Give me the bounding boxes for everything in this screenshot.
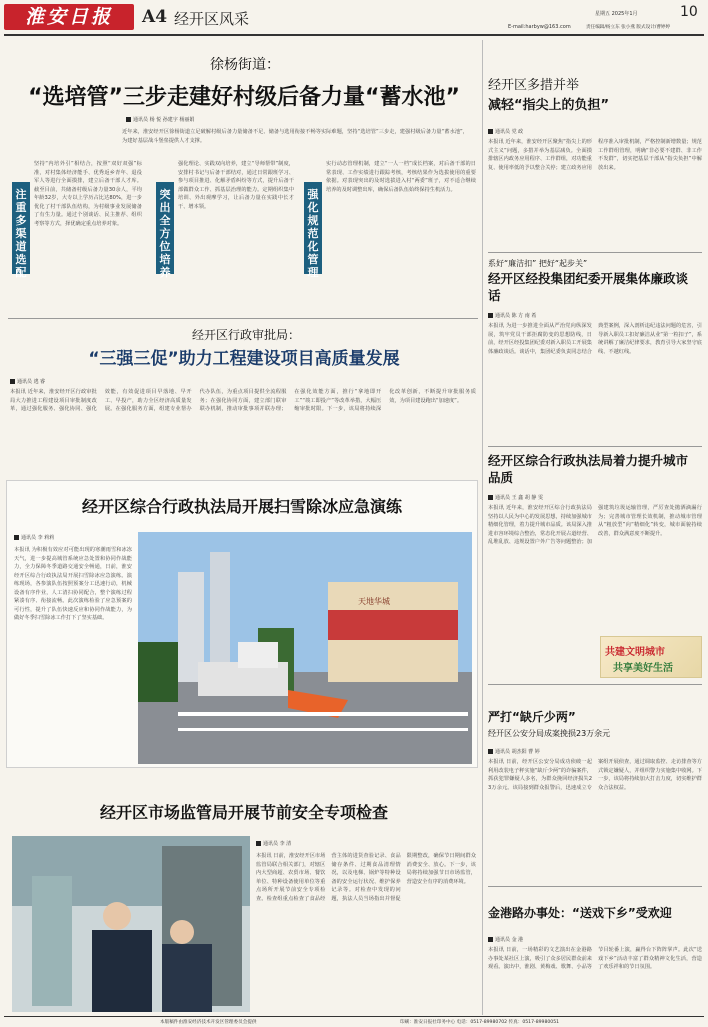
page-number: 10	[680, 4, 698, 20]
right3-body: 本报讯 近年来，淮安经开区综合行政执法局坚持以人民为中心的发展思想，持续加强城市精细化管理，着力提升城市品质。该局深入推进市容环境综合整治，常态化开展占道经营、乱堆乱放、违规设置户外广告等问题整治；加强建筑垃圾运输管理，严厉查处抛洒滴漏行为；完善城市管理长效机制，推动城市管理从“粗放型”向“精细化”转变，城市面貌持续改善，群众满意度不断提升。	[488, 505, 702, 545]
right1-body: 本报讯 近年来，淮安经开区聚焦“指尖上的形式主义”问题，多措并举为基层减负。全面摸排辖区内政务应用程序、工作群组，对功能重复、使用率低的予以整合关停；建立政务应用程序准入审批机制，严格控制新增数量；规范工作群组管理，明确“非必要不建群、非工作不发群”，切实把基层干部从“指尖负担”中解放出来。	[488, 139, 702, 171]
market-byline	[256, 840, 291, 847]
right3-headline: 经开区综合行政执法局着力提升城市品质	[488, 453, 689, 485]
civic-graphic-line2: 共享美好生活	[613, 663, 673, 674]
admin-headline: “三强三促”助力工程建设项目高质量发展	[88, 349, 400, 369]
lead-tab-2: 突出全方位培养	[156, 182, 174, 274]
civic-graphic-line1: 共建文明城市	[605, 647, 665, 658]
right1-byline	[488, 128, 523, 135]
lead-bottom-rule	[8, 318, 478, 319]
admin-kicker: 经开区行政审批局：	[192, 328, 301, 342]
admin-byline	[10, 378, 45, 385]
market-headline: 经开区市场监管局开展节前安全专项检查	[99, 803, 388, 822]
section-title: 经开区风采	[174, 10, 250, 28]
lead-col-3: 实行动态管理机制，建立“一人一档”成长档案，对后备干部的日常表现、工作实绩进行跟踪考核，考核结果作为选拔使用的重要依据。对表现突出的及时选拔进入村“两委”班子，对不适合继续培养的及时调整出库，确保后备队伍始终保持生机活力。	[326, 161, 476, 193]
right4-headline: 经开区公安分局成案挽损23万余元	[488, 729, 611, 738]
section-code: A4	[142, 7, 168, 27]
lead-col-2: 强化理论、实践双向培养，建立“导师帮带”制度，安排村书记与后备干部结对，通过日常跟班学习、参与项目推进、化解矛盾纠纷等方式，提升后备干部做群众工作、抓基层治理的能力。定期组织集中培训、外出观摩学习，让后备力量在实践中长才干、增本领。	[178, 161, 294, 210]
market-photo	[12, 836, 250, 1012]
right4-body: 本报讯 日前，经开区公安分局成功侦破一起利用改装电子秤实施“缺斤少两”的诈骗案件，抓获犯罪嫌疑人多名，为群众挽回经济损失23万余元。该局接到群众报警后，迅速成立专案组开展侦查，通过调取监控、走访排查等方式锁定嫌疑人，并组织警力实施集中收网。下一步，该局将持续加大打击力度，切实维护群众合法权益。	[488, 759, 702, 791]
right5-byline-text: 通讯员 金 港	[495, 937, 524, 943]
right2-byline-text: 通讯员 陈 方 南 希	[495, 313, 537, 319]
lead-byline	[126, 116, 194, 123]
column-divider	[482, 40, 483, 1015]
lead-byline-text: 通讯员 杨 悦 孙建宇 杨丽娟	[133, 117, 195, 123]
right4-rule	[488, 886, 702, 887]
right5-byline	[488, 936, 523, 943]
lead-col-1: 坚持“内培外引”相结合，按照“双好双强”标准，对村集体经济能手、优秀返乡青年、退役军人等进行全面摸排，建立后备干部人才库。截至目前，共储备村级后备力量30余人，平均年龄32岁，大专以上学历占比达80%，进一步优化了村干部队伍结构，为村级事业发展储备了有生力量。通过个别谈话、民主推荐、组织考察等方式，择优确定重点培养对象。	[34, 161, 142, 227]
lead-headline: “选培管”三步走建好村级后备力量“蓄水池”	[28, 85, 460, 110]
lead-kicker: 徐杨街道：	[210, 57, 280, 73]
right1-headline: 减轻“指尖上的负担”	[488, 98, 610, 113]
right4-byline	[488, 748, 540, 755]
right1-byline-text: 通讯员 党 政	[495, 129, 524, 135]
right1-rule	[488, 252, 702, 253]
snow-body: 本报讯 为积极有效应对可能出现的寒潮雨雪和冰冻天气，进一步提高城管系统应急处置和协同作战能力，全力保障冬季道路交通安全畅通，日前，淮安经开区综合行政执法局开展扫雪除冰应急演练。演练现场，各参演队伍按照预案分工迅速行动，机械设备有序作业，人工清扫协同配合，整个演练过程紧凑有序、衔接流畅。此次演练检验了应急预案的可行性，提升了队伍快速反应和协同作战能力，为做好冬季扫雪除冰工作打下了坚实基础。	[14, 547, 132, 621]
admin-body: 本报讯 近年来，淮安经开区行政审批局大力推进工程建设项目审批制度改革，通过强化服务、强化协同、强化效能，有效促进项目早落地、早开工、早投产，助力全区经济高质量发展。在强化服务方面，组建专业帮办代办队伍，为重点项目提供全流程服务；在强化协同方面，建立部门联审联办机制，推动审批事项并联办理；在强化效能方面，推行“拿地即开工”“竣工即投产”等改革举措，大幅压缩审批时限。下一步，该局将持续深化改革创新，不断提升审批服务质效，为项目建设跑出“加速度”。	[10, 389, 476, 412]
right4-kicker: 严打“缺斤少两”	[488, 710, 576, 724]
right2-rule	[488, 446, 702, 447]
market-body: 本报讯 日前，淮安经开区市场监管局联合相关部门，对辖区内大型商超、农贸市场、餐饮单位、特种设备使用单位等重点场所开展节前安全专项检查。检查组重点检查了食品经营主体的进货查验记录、食品储存条件、过期食品清理情况，以及电梯、锅炉等特种设备的安全运行状况、维护保养记录等。对检查中发现的问题，执法人员当场指出并督促限期整改，确保节日期间群众消费安全、放心。下一步，该局将持续加强节日市场监管，营造安全有序的消费环境。	[256, 853, 476, 902]
right1-kicker: 经开区多措并举	[488, 78, 580, 93]
snow-photo	[138, 532, 472, 764]
snow-byline-text: 通讯员 李 莉莉	[21, 535, 55, 541]
snow-headline: 经开区综合行政执法局开展扫雪除冰应急演练	[81, 497, 402, 516]
footer-rule	[4, 1016, 704, 1017]
lead-intro: 近年来，淮安经开区徐杨街道立足破解村级后备力量储备不足、储备与选用衔接不畅等实际难题，坚持“选培管”三步走，建强村级后备力量“蓄水池”，为建好基层战斗堡垒提供人才支撑。	[122, 129, 468, 144]
footer-left: 本版稿件由淮安经济技术开发区管理委员会提供	[160, 1020, 257, 1025]
right4-byline-text: 通讯员 胡杰阳 曹 婷	[495, 749, 540, 755]
right5-body: 本报讯 日前，一场精彩的文艺演出在金港路办事处某社区上演，吸引了众多居民群众前来观看。演出中，淮剧、黄梅戏、歌舞、小品等节目轮番上演，赢得台下阵阵掌声。此次“送戏下乡”活动丰富了群众精神文化生活，营造了欢乐祥和的节日氛围。	[488, 947, 702, 970]
right2-byline	[488, 312, 536, 319]
right2-body: 本报讯 为进一步推进全面从严治党向纵深发展，筑牢党员干部拒腐防变的思想防线，日前，经开区经投集团纪委对新入职员工开展集体廉政谈话。谈话中，集团纪委负责同志结合典型案例，深入剖析违纪违法问题的危害，引导新入职员工扣好廉洁从业“第一粒扣子”，系统讲解了廉洁纪律要求，教育引导大家坚守底线、不越红线。	[488, 323, 702, 355]
right2-headline: 经开区经投集团纪委开展集体廉政谈话	[488, 271, 689, 303]
masthead-logo: 淮安日报	[4, 4, 134, 30]
masthead-editors: 责任编辑/杨立东 张小燕 版式设计/曹婷婷	[586, 25, 671, 30]
right3-byline	[488, 494, 543, 501]
masthead-date: 星期五 2025年1月	[595, 11, 638, 17]
right5-headline: 金港路办事处：“送戏下乡”受欢迎	[488, 906, 672, 920]
lead-tab-1: 注重多渠道选配	[12, 182, 30, 274]
admin-byline-text: 通讯员 逃 睿	[17, 379, 46, 385]
civic-graphic	[600, 636, 702, 678]
right3-rule	[488, 684, 702, 685]
snow-byline	[14, 534, 54, 541]
right2-kicker: 系好“廉洁扣” 把好“起步关”	[488, 259, 588, 268]
lead-tab-3: 强化规范化管理	[304, 182, 322, 274]
market-byline-text: 通讯员 李 清	[263, 841, 292, 847]
footer-right: 印刷：淮安日报社印务中心 电话：0517-89980702 传真：0517-89980051	[400, 1020, 560, 1025]
right3-byline-text: 通讯员 王 鑫 胡 静 雯	[495, 495, 543, 501]
snow-photo-sign: 天地华城	[358, 597, 390, 606]
masthead-email: E-mail:harbyw@163.com	[508, 24, 571, 30]
masthead-rule	[4, 34, 704, 36]
